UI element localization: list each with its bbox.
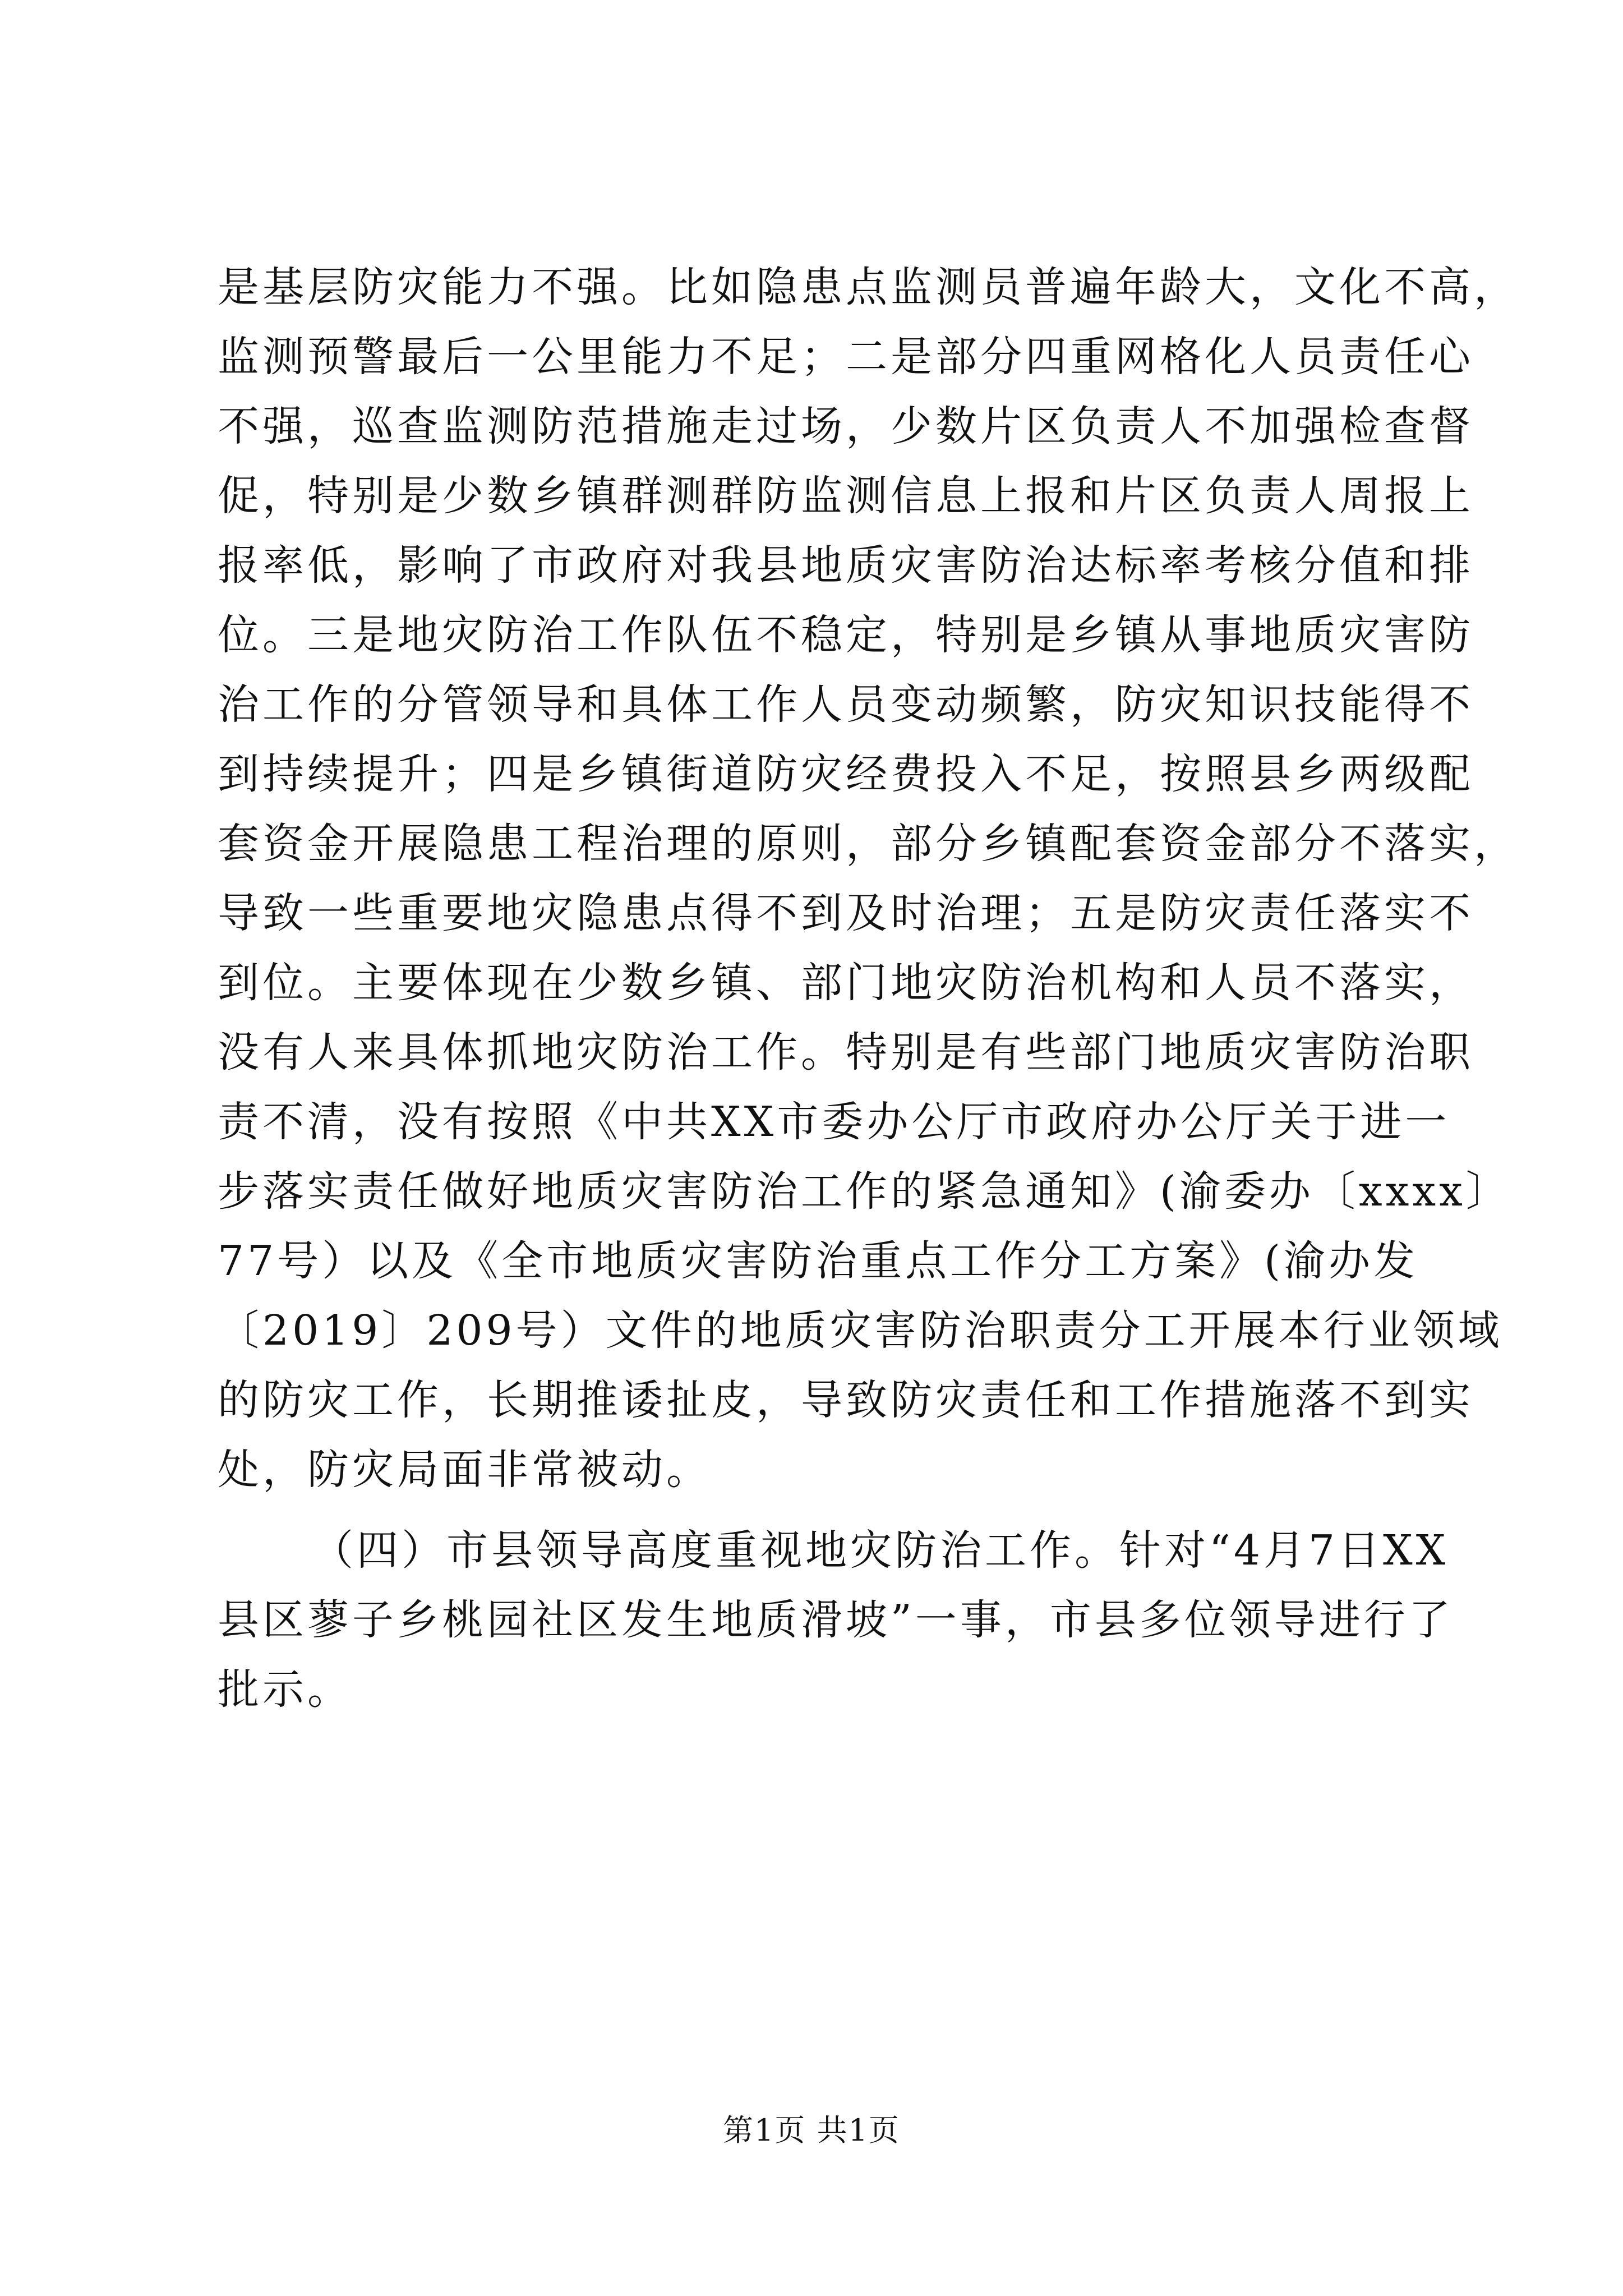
text-line: 位。三是地灾防治工作队伍不稳定，特别是乡镇从事地质灾害防 — [218, 611, 1474, 659]
paragraph-spacer — [218, 1504, 1423, 1516]
text-line: 套资金开展隐患工程治理的原则，部分乡镇配套资金部分不落实， — [218, 820, 1519, 868]
text-line: 县区蓼子乡桃园社区发生地质滑坡”一事，市县多位领导进行了 — [218, 1596, 1454, 1644]
text-line: 责不清，没有按照《中共XX市委办公厅市政府办公厅关于进一 — [218, 1098, 1450, 1146]
text-line: 批示。 — [218, 1665, 352, 1714]
text-line: 治工作的分管领导和具体工作人员变动频繁，防灾知识技能得不 — [218, 680, 1474, 729]
text-line: 处，防灾局面非常被动。 — [218, 1446, 711, 1494]
text-line: 的防灾工作，长期推诿扯皮，导致防灾责任和工作措施落不到实 — [218, 1376, 1474, 1424]
text-line: 促，特别是少数乡镇群测群防监测信息上报和片区负责人周报上 — [218, 472, 1474, 520]
text-line: 导致一些重要地灾隐患点得不到及时治理；五是防灾责任落实不 — [218, 889, 1474, 937]
text-line: 报率低，影响了市政府对我县地质灾害防治达标率考核分值和排 — [218, 541, 1474, 590]
text-line: 〔2019〕209号）文件的地质灾害防治职责分工开展本行业领域 — [218, 1306, 1503, 1355]
text-line: （四）市县领导高度重视地灾防治工作。针对“4月7日XX — [312, 1526, 1449, 1575]
page-footer: 第1页 共1页 — [723, 2113, 900, 2148]
text-line: 监测预警最后一公里能力不足；二是部分四重网格化人员责任心 — [218, 333, 1474, 381]
text-line: 到位。主要体现在少数乡镇、部门地灾防治机构和人员不落实， — [218, 959, 1474, 1007]
text-line: 到持续提升；四是乡镇街道防灾经费投入不足，按照县乡两级配 — [218, 750, 1474, 798]
text-line: 没有人来具体抓地灾防治工作。特别是有些部门地质灾害防治职 — [218, 1028, 1474, 1076]
document-body — [218, 252, 1519, 1724]
text-line: 是基层防灾能力不强。比如隐患点监测员普遍年龄大，文化不高， — [218, 263, 1519, 311]
paragraph-2 — [218, 1516, 1454, 1724]
text-line: 不强，巡查监测防范措施走过场，少数片区负责人不加强检查督 — [218, 402, 1474, 450]
text-line: 步落实责任做好地质灾害防治工作的紧急通知》(渝委办〔xxxx〕 — [218, 1167, 1511, 1216]
text-line: 77号）以及《全市地质灾害防治重点工作分工方案》(渝办发 — [218, 1237, 1419, 1285]
paragraph-1 — [218, 252, 1519, 1504]
